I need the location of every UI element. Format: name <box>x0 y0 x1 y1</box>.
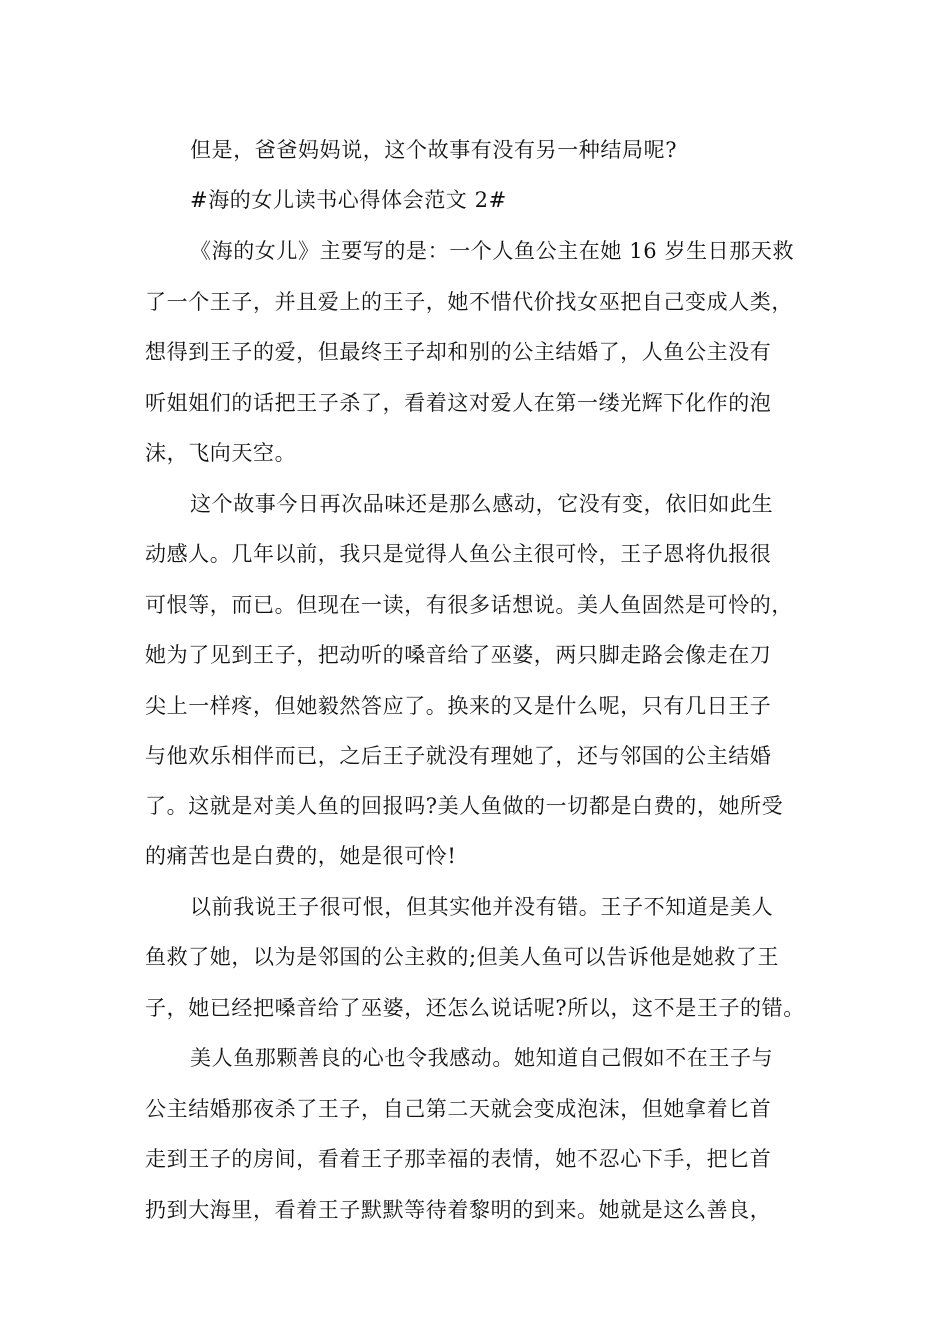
paragraph-line: 以前我说王子很可恨，但其实他并没有错。王子不知道是美人 <box>190 895 774 919</box>
paragraph-line: 这个故事今日再次品味还是那么感动，它没有变，依旧如此生 <box>190 492 774 516</box>
paragraph-line: 听姐姐们的话把王子杀了，看着这对爱人在第一缕光辉下化作的泡 <box>145 391 772 415</box>
paragraph-line: 想得到王子的爱，但最终王子却和别的公主结婚了，人鱼公主没有 <box>145 340 772 364</box>
paragraph-line: 公主结婚那夜杀了王子，自己第二天就会变成泡沫，但她拿着匕首 <box>145 1097 772 1121</box>
paragraph-line: 《海的女儿》主要写的是：一个人鱼公主在她 16 岁生日那天救 <box>190 239 795 263</box>
paragraph-line: 走到王子的房间，看着王子那幸福的表情，她不忍心下手，把匕首 <box>145 1147 772 1171</box>
paragraph-line: 了一个王子，并且爱上的王子，她不惜代价找女巫把自己变成人类， <box>145 290 793 314</box>
paragraph-line: 鱼救了她，以为是邻国的公主救的;但美人鱼可以告诉他是她救了王 <box>145 945 780 969</box>
paragraph-line: 动感人。几年以前，我只是觉得人鱼公主很可怜，王子恩将仇报很 <box>145 542 772 566</box>
paragraph-line: 沫，飞向天空。 <box>145 441 297 465</box>
paragraph-line: 尖上一样疼，但她毅然答应了。换来的又是什么呢，只有几日王子 <box>145 694 772 718</box>
paragraph-line: 可恨等，而已。但现在一读，有很多话想说。美人鱼固然是可怜的， <box>145 593 793 617</box>
paragraph-line: 子，她已经把嗓音给了巫婆，还怎么说话呢?所以，这不是王子的错。 <box>145 996 805 1020</box>
section-heading: #海的女儿读书心得体会范文 2# <box>190 188 507 212</box>
paragraph-line: 与他欢乐相伴而已，之后王子就没有理她了，还与邻国的公主结婚 <box>145 744 772 768</box>
paragraph-line: 美人鱼那颗善良的心也令我感动。她知道自己假如不在王子与 <box>190 1046 774 1070</box>
paragraph-line: 了。这就是对美人鱼的回报吗?美人鱼做的一切都是白费的，她所受 <box>145 794 784 818</box>
paragraph-line: 但是，爸爸妈妈说，这个故事有没有另一种结局呢? <box>190 138 678 162</box>
paragraph-line: 她为了见到王子，把动听的嗓音给了巫婆，两只脚走路会像走在刀 <box>145 643 772 667</box>
paragraph-line: 的痛苦也是白费的，她是很可怜! <box>145 844 457 868</box>
paragraph-line: 扔到大海里，看着王子默默等待着黎明的到来。她就是这么善良， <box>145 1198 772 1222</box>
